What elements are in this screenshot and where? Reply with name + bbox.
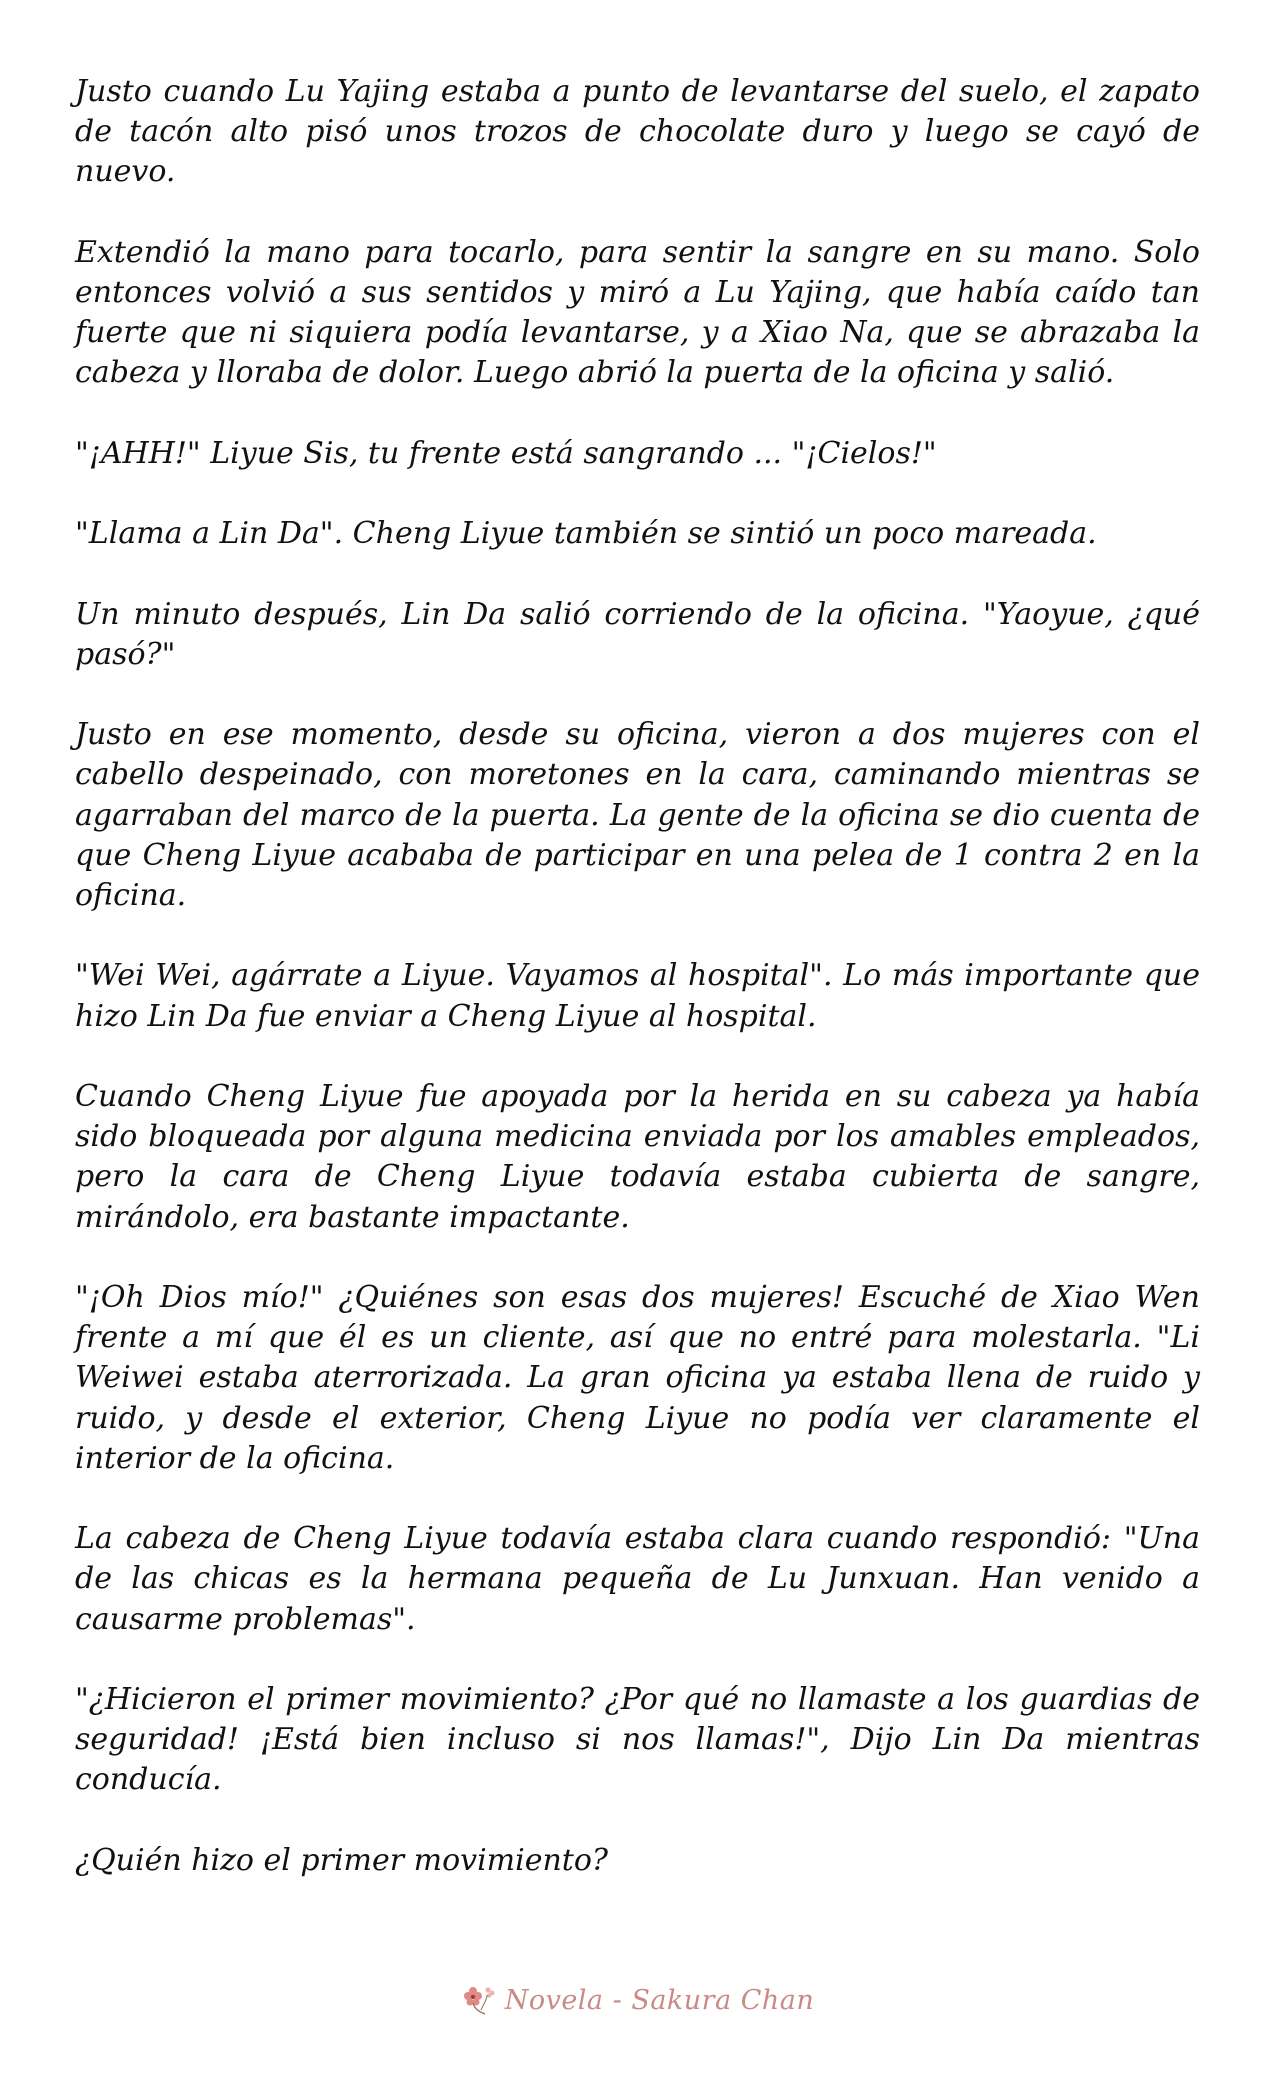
document-body xyxy=(75,72,1200,1881)
paragraph-7: "Wei Wei, agárrate a Liyue. Vayamos al hospital". Lo más importante que hizo Lin Da fue enviar a Cheng Liyue al hospital. xyxy=(75,958,1200,1034)
footer-text: Novela - Sakura Chan xyxy=(504,1984,815,2016)
paragraph-3: "¡AHH!" Liyue Sis, tu frente está sangrando ... "¡Cielos!" xyxy=(75,435,937,471)
paragraph-10: La cabeza de Cheng Liyue todavía estaba clara cuando respondió: "Una de las chicas es la hermana pequeña de Lu Junxuan. Han venido a causarme problemas". xyxy=(75,1521,1200,1637)
paragraph-2: Extendió la mano para tocarlo, para sentir la sangre en su mano. Solo entonces volvió a sus sentidos y miró a Lu Yajing, que había caído tan fuerte que ni siquiera podía levantarse, y a Xiao Na, que se abrazaba la cabeza y lloraba de dolor. Luego abrió la puerta de la oficina y salió. xyxy=(75,234,1200,391)
paragraph-12: ¿Quién hizo el primer movimiento? xyxy=(75,1842,608,1878)
paragraph-5: Un minuto después, Lin Da salió corriendo de la oficina. "Yaoyue, ¿qué pasó?" xyxy=(75,596,1200,672)
paragraph-6: Justo en ese momento, desde su oficina, vieron a dos mujeres con el cabello despeinado, con moretones en la cara, caminando mientras se agarraban del marco de la puerta. La gente de la oficina se dio cuenta de que Cheng Liyue acababa de participar en una pelea de 1 contra 2 en la oficina. xyxy=(75,717,1200,913)
sakura-flower-icon xyxy=(461,1983,497,2017)
paragraph-9: "¡Oh Dios mío!" ¿Quiénes son esas dos mujeres! Escuché de Xiao Wen frente a mí que él es un cliente, así que no entré para molestarla. "Li Weiwei estaba aterrorizada. La gran oficina ya estaba llena de ruido y ruido, y desde el exterior, Cheng Liyue no podía ver claramente el interior de la oficina. xyxy=(75,1279,1200,1476)
footer-watermark xyxy=(0,1978,1275,2022)
paragraph-8: Cuando Cheng Liyue fue apoyada por la herida en su cabeza ya había sido bloqueada por alguna medicina enviada por los amables empleados, pero la cara de Cheng Liyue todavía estaba cubierta de sangre, mirándolo, era bastante impactante. xyxy=(75,1078,1200,1235)
paragraph-4: "Llama a Lin Da". Cheng Liyue también se sintió un poco mareada. xyxy=(75,516,1097,552)
paragraph-11: "¿Hicieron el primer movimiento? ¿Por qué no llamaste a los guardias de seguridad! ¡Está bien incluso si nos llamas!", Dijo Lin Da mientras conducía. xyxy=(75,1681,1200,1798)
paragraph-1: Justo cuando Lu Yajing estaba a punto de levantarse del suelo, el zapato de tacón alto pisó unos trozos de chocolate duro y luego se cayó de nuevo. xyxy=(75,74,1200,190)
